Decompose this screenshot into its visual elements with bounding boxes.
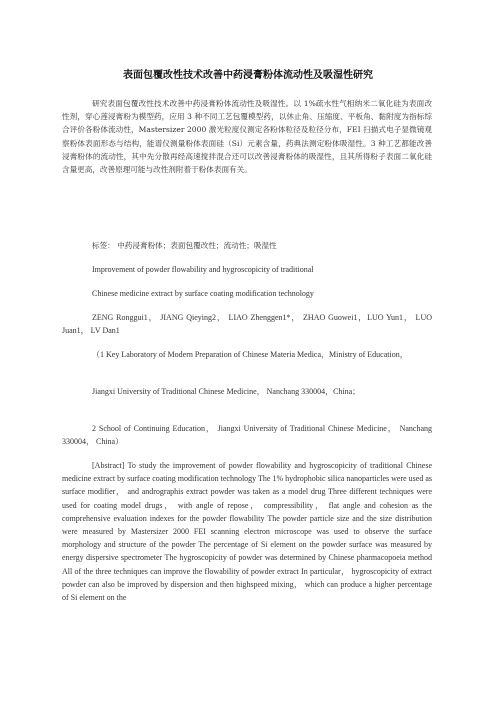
english-title-line-1: Improvement of powder flowability and hygroscopicity of traditional — [92, 265, 314, 274]
affiliation-3: 2 School of Continuing Education， Jiangxi University of Traditional Chinese Medicine， Nanchang 330004， China） — [62, 424, 432, 447]
authors: ZENG Ronggui1， JIANG Qieying2， LIAO Zhenggen1*， ZHAO Guowei1，LUO Yun1， LUO Juan1， LV Dan1 — [62, 313, 432, 336]
abstract-chinese: 研究表面包覆改性技术改善中药浸膏粉体流动性及吸湿性。以 1%疏水性气相纳米二氧化硅为表面改性剂，穿心莲浸膏粉为模型药，应用 3 种不同工艺包覆模型药，以休止角、压缩度、平板角、黏附度为指标综合评价各粉体流动性，Mastersizer 2000 激光粒度仪测定各粉体粒径及粒径分布，FEI 扫描式电子显微镜观察粉体表面形态与结构，能谱仪测量粉体表面硅（Si）元素含量，药典法测定粉体吸湿性。3 种工艺都能改善浸膏粉体的流动性，其中先分散再经高速搅拌混合还可以改善浸膏粉体的吸湿性，且其所得粉子表面二氧化硅含量更高，改善原理可能与改性剂附着于粉体表面有关。 — [62, 99, 432, 175]
paper-title: 表面包覆改性技术改善中药浸膏粉体流动性及吸湿性研究 — [123, 70, 373, 81]
abstract-english: [Abstract] To study the improvement of powder flowability and hygroscopicity of traditional Chinese medicine extract by surface coating modification technology The 1% hydrophobic silica nanoparticles were used as surface modifier， and andrographis extract powder was taken as a model drug Three different techniques were used for coating model drugs， with angle of repose， compressibility， flat angle and cohesion as the comprehensive evaluation indexes for the powder flowability The powder particle size and the size distribution were measured by Mastersizer 2000 FEI scanning electron microscope was used to observe the surface morphology and structure of the powder The percentage of Si element on the powder surface was measured by energy dispersive spectrometer The hygroscopicity of powder was determined by Chinese pharmacopoeia method All of the three techniques can improve the flowability of powder extract In particular， hygroscopicity of extract powder can also be improved by dispersion and then highspeed mixing， which can produce a higher percentage of Si element on the — [62, 461, 432, 603]
affiliation-2: Jiangxi University of Traditional Chinese Medicine， Nanchang 330004，China； — [92, 387, 361, 396]
english-title-line-2: Chinese medicine extract by surface coating modification technology — [92, 289, 314, 298]
keywords-chinese: 标签： 中药浸膏粉体；表面包覆改性；流动性；吸湿性 — [92, 241, 277, 250]
affiliation-1: （1 Key Laboratory of Modern Preparation of Chinese Materia Medica，Ministry of Education， — [92, 350, 408, 359]
